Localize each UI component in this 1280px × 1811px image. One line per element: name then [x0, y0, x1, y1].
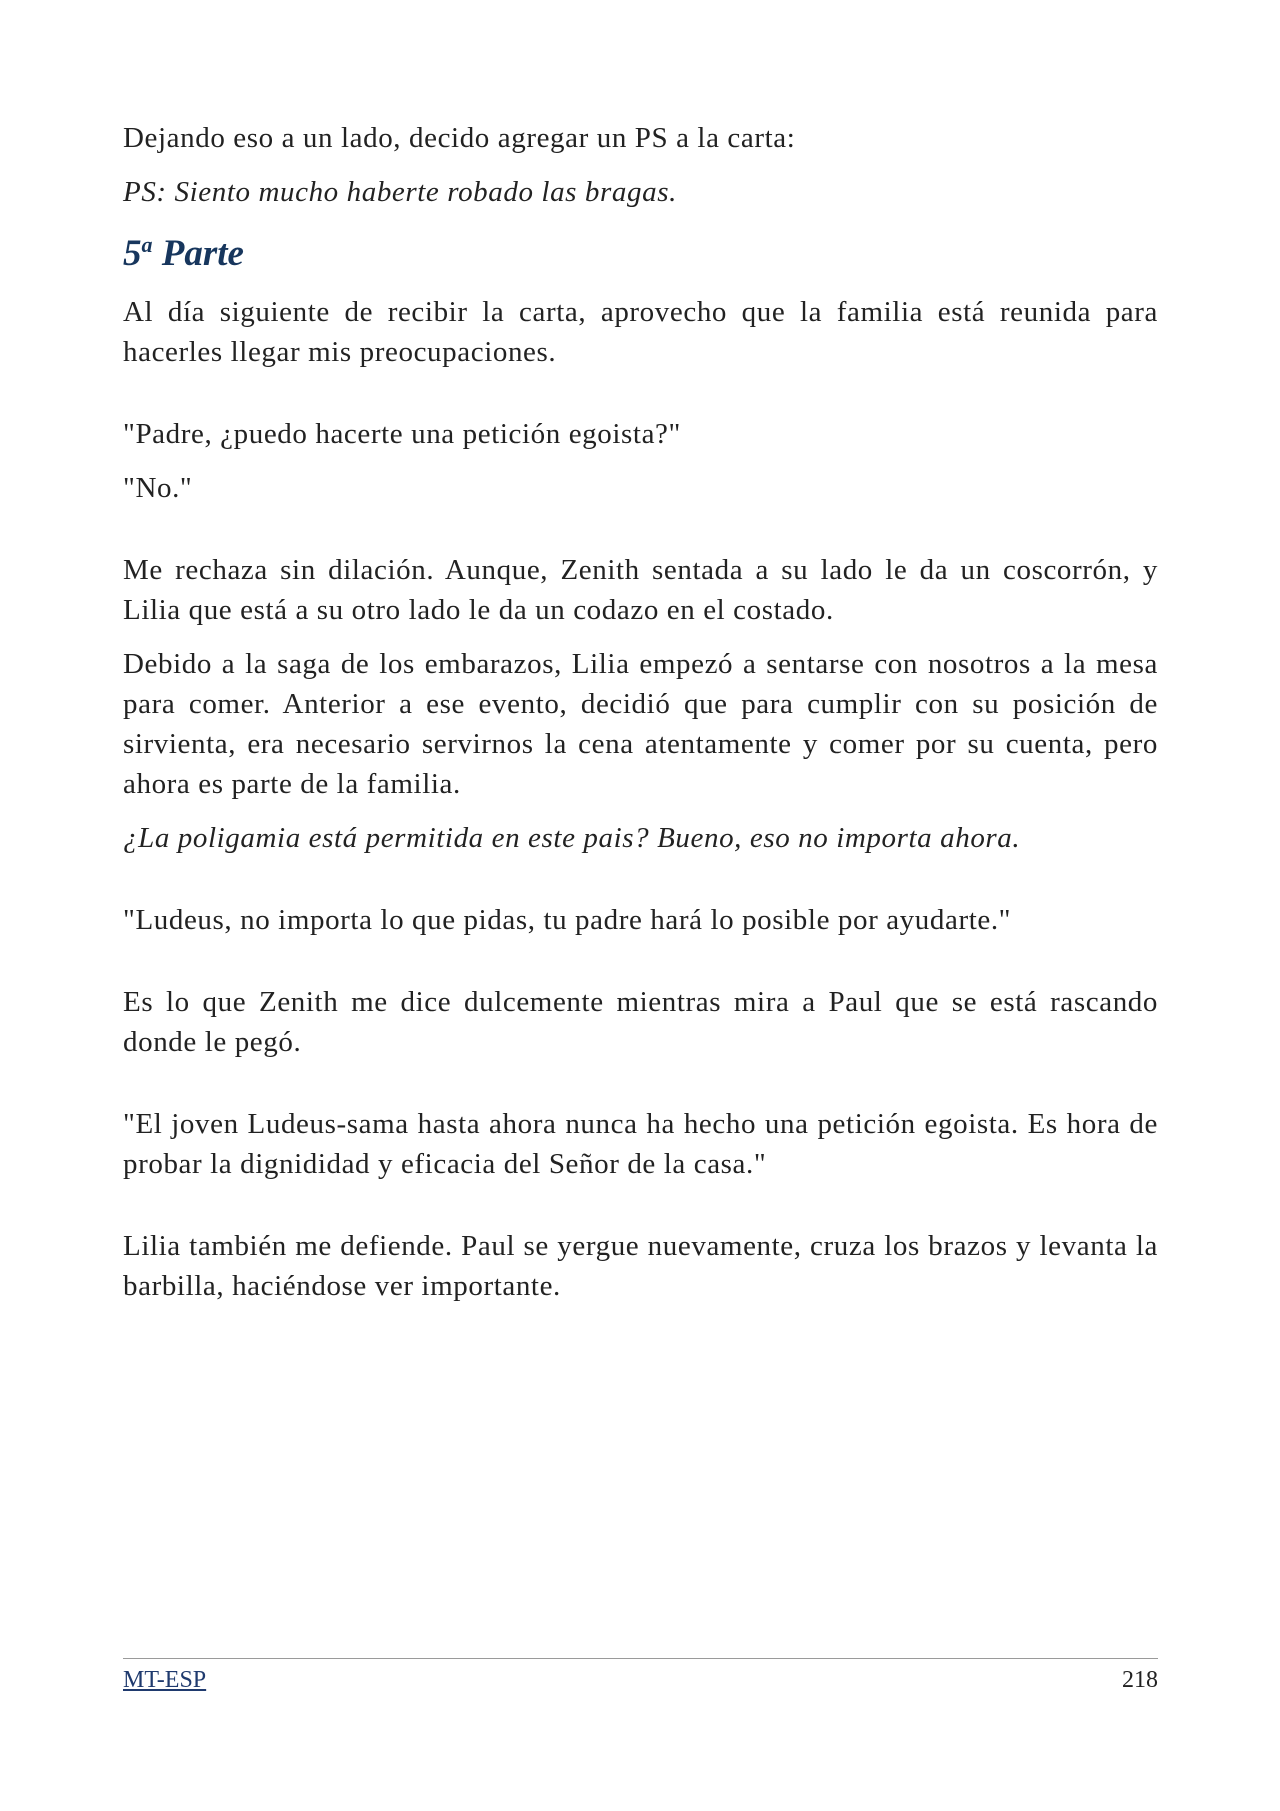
heading-word: Parte — [161, 233, 244, 274]
paragraph-10: Lilia también me defiende. Paul se yergue nuevamente, cruza los brazos y levanta la barbilla, haciéndose ver importante. — [123, 1230, 1158, 1302]
page-footer — [123, 1658, 1158, 1695]
paragraph-8: Es lo que Zenith me dice dulcemente mientras mira a Paul que se está rascando donde le pegó. — [123, 986, 1158, 1058]
footer-link[interactable]: MT-ESP — [123, 1667, 207, 1693]
page-number: 218 — [1122, 1667, 1158, 1693]
heading-number: 5 — [123, 233, 142, 274]
paragraph-1: Al día siguiente de recibir la carta, aprovecho que la familia está reunida para hacerles llegar mis preocupaciones. — [123, 296, 1158, 368]
paragraph-4: Me rechaza sin dilación. Aunque, Zenith sentada a su lado le da un coscorrón, y Lilia que está a su otro lado le da un codazo en el costado. — [123, 554, 1158, 626]
paragraph-5: Debido a la saga de los embarazos, Lilia empezó a sentarse con nosotros a la mesa para comer. Anterior a ese evento, decidió que para cumplir con su posición de sirvienta, era necesario servirnos la cena atentamente y comer por su cuenta, pero ahora es parte de la familia. — [123, 648, 1158, 800]
page-content — [123, 118, 1158, 1306]
paragraph-9: "El joven Ludeus-sama hasta ahora nunca ha hecho una petición egoista. Es hora de probar la dignididad y eficacia del Señor de la casa." — [123, 1108, 1158, 1180]
paragraph-7: "Ludeus, no importa lo que pidas, tu padre hará lo posible por ayudarte." — [123, 904, 1012, 936]
paragraph-3: "No." — [123, 472, 193, 504]
section-heading — [123, 230, 1158, 278]
paragraph-6: ¿La poligamia está permitida en este pais? Bueno, eso no importa ahora. — [123, 822, 1021, 854]
paragraph-ps-intro: Dejando eso a un lado, decido agregar un PS a la carta: — [123, 122, 796, 154]
paragraph-ps-note: PS: Siento mucho haberte robado las bragas. — [123, 176, 677, 208]
heading-ordinal: a — [141, 232, 153, 257]
paragraph-2: "Padre, ¿puedo hacerte una petición egoista?" — [123, 418, 681, 450]
